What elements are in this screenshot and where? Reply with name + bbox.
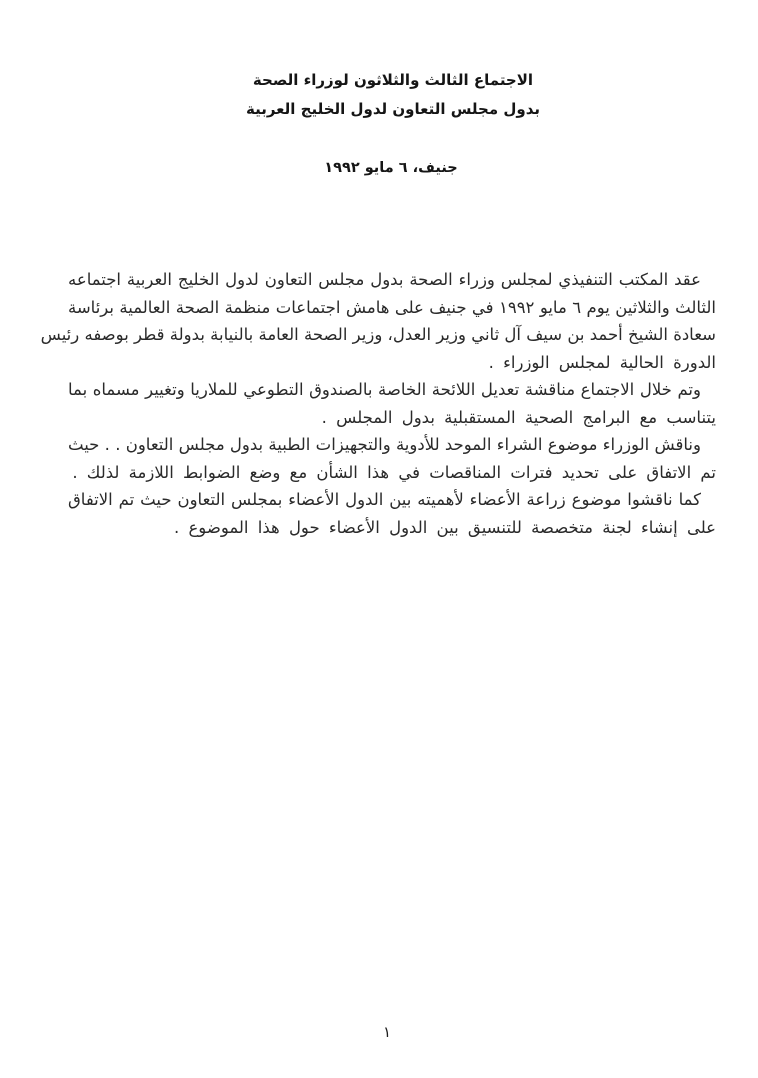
text-line: وتم خلال الاجتماع مناقشة تعديل اللائحة الخاصة بالصندوق التطوعي للملاريا وتغيير مسماه بما [68,380,701,399]
document-title [14,66,758,124]
title-line-1: الاجتماع الثالث والثلاثون لوزراء الصحة [252,71,534,89]
text-line: سعادة الشيخ أحمد بن سيف آل ثاني وزير العدل، وزير الصحة العامة بالنيابة بدولة قطر بوصفه رئيس [40,325,716,344]
page-number: ١ [382,1023,392,1041]
text-line: الدورة الحالية لمجلس الوزراء . [488,352,716,372]
text-line: تم الاتفاق على تحديد فترات المناقصات في هذا الشأن مع وضع الضوابط اللازمة لذلك . [72,462,716,482]
document-body [40,266,716,541]
paragraph-2 [68,376,716,431]
text-line: كما ناقشوا موضوع زراعة الأعضاء لأهميته بين الدول الأعضاء بمجلس التعاون حيث تم الاتفاق [68,490,701,509]
text-line: على إنشاء لجنة متخصصة للتنسيق بين الدول الأعضاء حول هذا الموضوع . [173,517,716,537]
text-line: الثالث والثلاثين يوم ٦ مايو ١٩٩٢ في جنيف على هامش اجتماعات منظمة الصحة العالمية برئاسة [68,297,716,317]
text-line: عقد المكتب التنفيذي لمجلس وزراء الصحة بدول مجلس التعاون لدول الخليج العربية اجتماعه [68,270,701,289]
paragraph-1 [40,266,716,376]
paragraph-4 [68,486,716,541]
document-date: جنيف، ٦ مايو ١٩٩٢ [324,160,458,176]
text-line: يتناسب مع البرامج الصحية المستقبلية بدول المجلس . [321,407,716,427]
title-line-2: بدول مجلس التعاون لدول الخليج العربية [246,100,540,118]
paragraph-3 [68,431,716,486]
text-line: وناقش الوزراء موضوع الشراء الموحد للأدوية والتجهيزات الطبية بدول مجلس التعاون . . حيث [68,435,701,454]
